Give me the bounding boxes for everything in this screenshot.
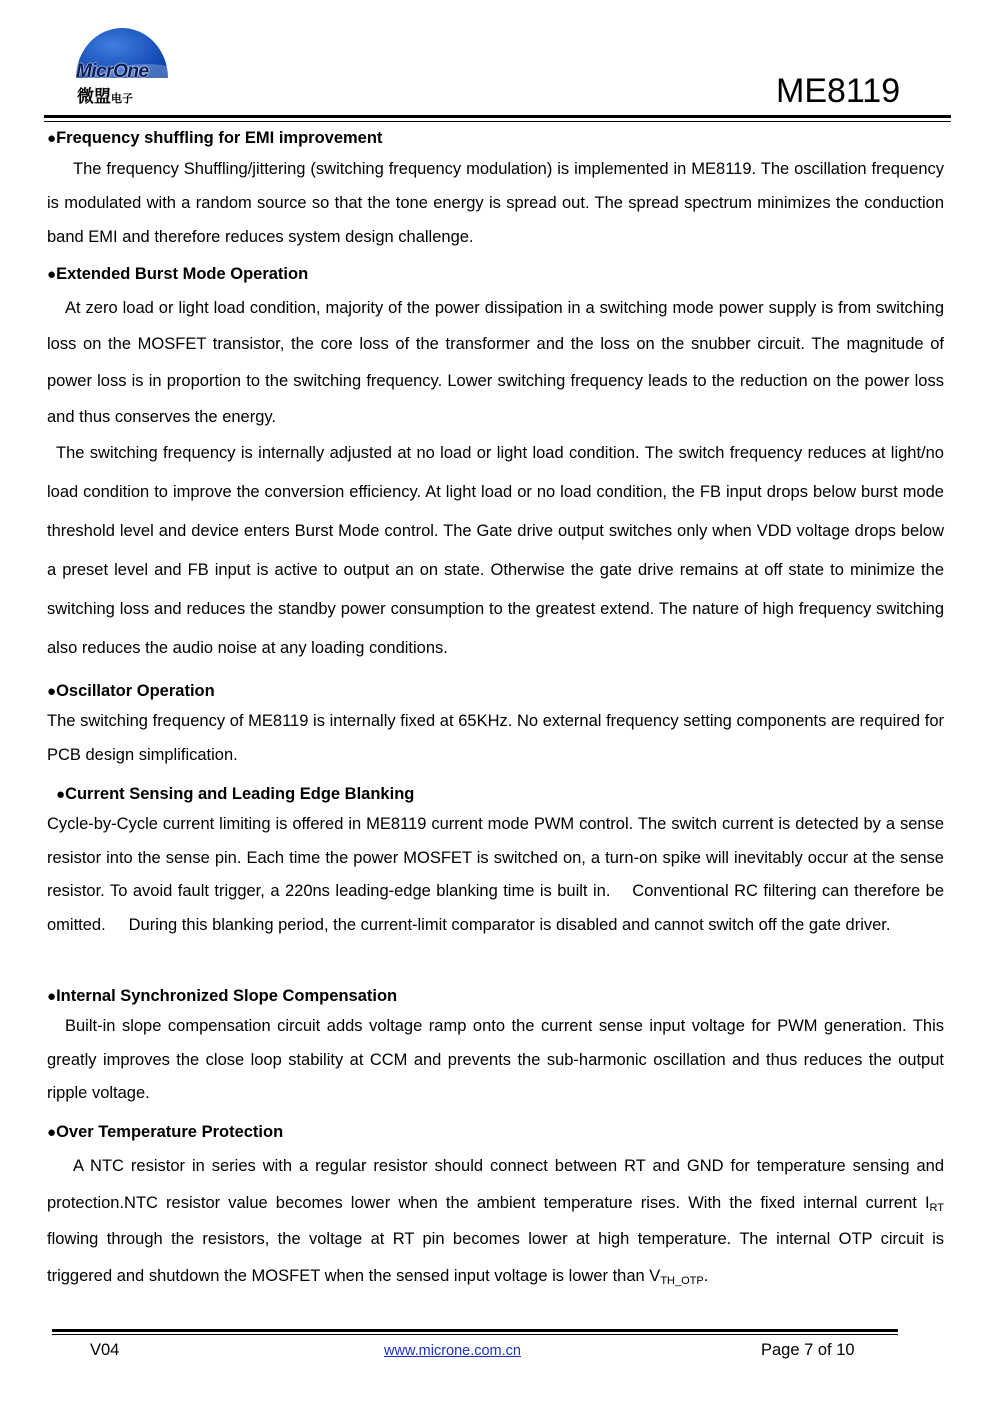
section-heading (47, 127, 944, 150)
bullet-icon: ● (47, 130, 57, 147)
section-over-temperature-protection (47, 1121, 944, 1294)
paragraph-text: . (703, 1266, 709, 1285)
footer-website-link[interactable]: www.microne.com.cn (384, 1343, 521, 1359)
company-logo (74, 24, 170, 107)
footer-page-number: Page 7 of 10 (761, 1341, 855, 1359)
logo-wordmark: MicrOne (76, 61, 149, 82)
bullet-icon: ● (47, 683, 57, 700)
footer-rule-thin (52, 1334, 898, 1335)
section-heading (47, 783, 944, 806)
logo-chinese-name (77, 82, 133, 107)
section-heading (47, 680, 944, 703)
bullet-icon: ● (47, 988, 57, 1005)
section-slope-compensation (47, 985, 944, 1111)
paragraph (47, 1148, 944, 1294)
paragraph-text: A NTC resistor in series with a regular resistor should connect between RT and GND for temperature sensing and protection.NTC resistor value becomes lower when the ambient temperature rises. With the fixed internal current I (47, 1157, 944, 1212)
footer-version: V04 (90, 1341, 120, 1359)
paragraph: Cycle-by-Cycle current limiting is offered in ME8119 current mode PWM control. The switch current is detected by a sense resistor into the sense pin. Each time the power MOSFET is switched on, a turn-on spike will inevitably occur at the sense resistor. To avoid fault trigger, a 220ns leading-edge blanking time is built in. Conventional RC filtering can therefore be omitted. During this blanking period, the current-limit comparator is disabled and cannot switch off the gate driver. (47, 815, 949, 934)
section-heading (47, 1121, 944, 1144)
paragraph: The switching frequency of ME8119 is internally fixed at 65KHz. No external frequency setting components are required for PCB design simplification. (47, 712, 944, 764)
heading-text: Over Temperature Protection (56, 1123, 284, 1141)
heading-text: Current Sensing and Leading Edge Blanking (65, 785, 415, 803)
heading-text: Frequency shuffling for EMI improvement (56, 129, 383, 147)
document-title: ME8119 (776, 72, 901, 110)
paragraph-text: flowing through the resistors, the voltage at RT pin becomes lower at high temperature. The internal OTP circuit is triggered and shutdown the MOSFET when the sensed input voltage is lower than V (47, 1230, 944, 1285)
header-rule-thin (44, 121, 951, 122)
logo-cn-small: 电子 (111, 92, 133, 105)
heading-text: Oscillator Operation (56, 682, 215, 700)
heading-text: Extended Burst Mode Operation (56, 265, 309, 283)
logo-cn-main: 微盟 (77, 87, 111, 107)
header-rule (44, 115, 951, 118)
heading-text: Internal Synchronized Slope Compensation (56, 987, 398, 1005)
subscript-th-otp: TH_OTP (660, 1274, 704, 1287)
section-heading (47, 985, 944, 1008)
section-oscillator-operation (47, 680, 944, 772)
paragraph: Built-in slope compensation circuit adds voltage ramp onto the current sense input voltage for PWM generation. This greatly improves the close loop stability at CCM and prevents the sub-harmonic oscillation and thus reduces the output ripple voltage. (47, 1017, 944, 1102)
subscript-rt: RT (929, 1201, 944, 1214)
paragraph: The frequency Shuffling/jittering (switching frequency modulation) is implemented in ME8119. The oscillation frequency is modulated with a random source so that the tone energy is spread out. The spread spectrum minimizes the conduction band EMI and therefore reduces system design challenge. (47, 160, 944, 246)
section-frequency-shuffling (47, 127, 944, 254)
bullet-icon: ● (56, 786, 66, 803)
section-heading (47, 263, 944, 286)
bullet-icon: ● (47, 266, 57, 283)
paragraph: The switching frequency is internally adjusted at no load or light load condition. The switch frequency reduces at light/no load condition to improve the conversion efficiency. At light load or no load condition, the FB input drops below burst mode threshold level and device enters Burst Mode control. The Gate drive output switches only when VDD voltage drops below a preset level and FB input is active to output an on state. Otherwise the gate drive remains at off state to minimize the switching loss and reduces the standby power consumption to the greatest extend. The nature of high frequency switching also reduces the audio noise at any loading conditions. (47, 444, 944, 658)
section-current-sensing (47, 783, 949, 942)
bullet-icon: ● (47, 1124, 57, 1141)
paragraph: At zero load or light load condition, majority of the power dissipation in a switching mode power supply is from switching loss on the MOSFET transistor, the core loss of the transformer and the loss on the snubber circuit. The magnitude of power loss is in proportion to the switching frequency. Lower switching frequency leads to the reduction on the power loss and thus conserves the energy. (47, 299, 944, 426)
footer-rule (52, 1329, 898, 1332)
section-extended-burst-mode (47, 263, 944, 668)
